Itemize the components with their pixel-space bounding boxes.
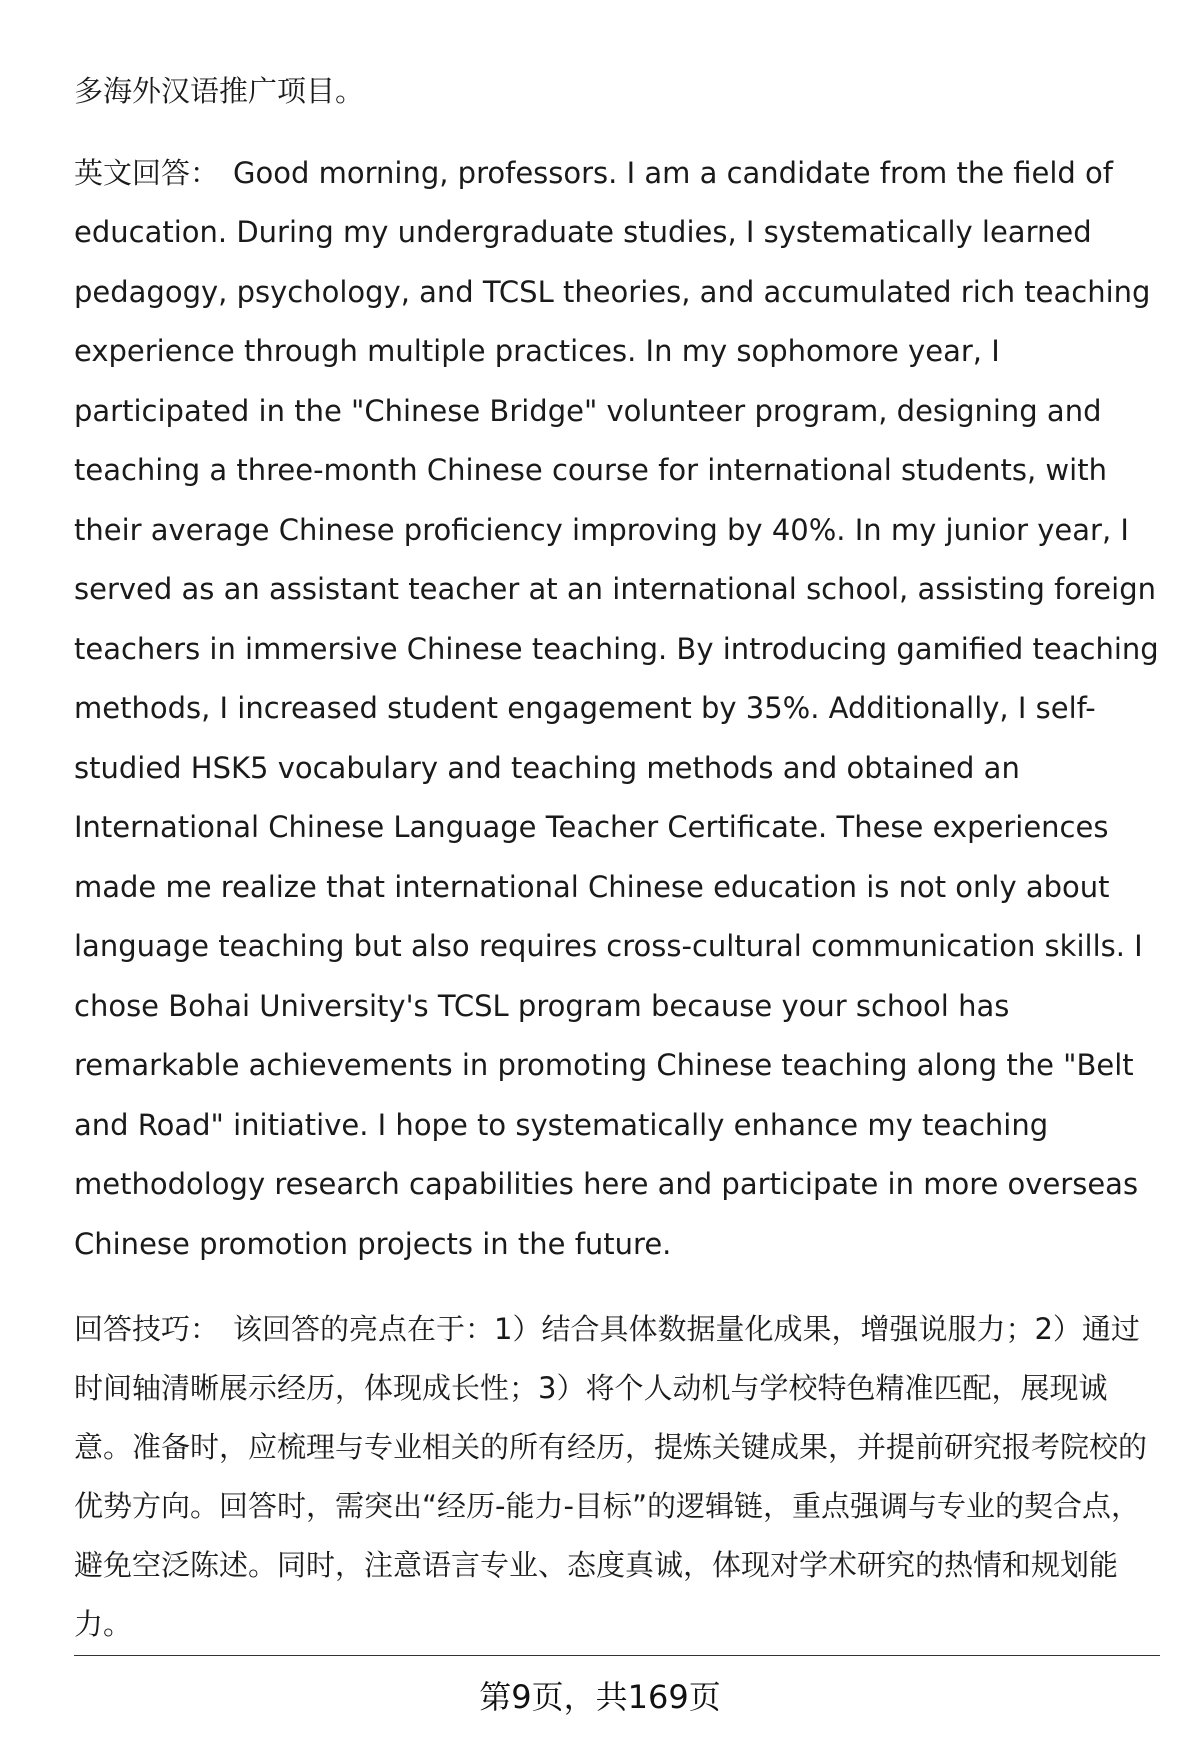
continued-paragraph: 多海外汉语推广项目。 [74, 74, 365, 108]
answer-tips-label: 回答技巧： [74, 1312, 220, 1346]
english-answer-paragraph [74, 144, 1160, 1275]
answer-tips-paragraph [74, 1300, 1160, 1654]
page-number: 第9页，共169页 [479, 1678, 721, 1716]
answer-tips-text: 该回答的亮点在于：1）结合具体数据量化成果，增强说服力；2）通过时间轴清晰展示经历，体现成长性；3）将个人动机与学校特色精准匹配，展现诚意。准备时，应梳理与专业相关的所有经历，提炼关键成果，并提前研究报考院校的优势方向。回答时，需突出“经历-能力-目标”的逻辑链，重点强调与专业的契合点，避免空泛陈述。同时，注意语言专业、态度真诚，体现对学术研究的热情和规划能力。 [74, 1312, 1148, 1641]
english-answer-label: 英文回答： [74, 155, 220, 190]
document-body [74, 62, 1160, 1654]
footer-divider [74, 1655, 1160, 1656]
english-answer-text: Good morning, professors. I am a candidate from the field of education. During my undergraduate studies, I systematically learned pedagogy, psychology, and TCSL theories, and accumulated rich teaching experience through multiple practices. In my sophomore year, I participated in the "Chinese Bridge" volunteer program, designing and teaching a three-month Chinese course for international students, with their average Chinese proficiency improving by 40%. In my junior year, I served as an assistant teacher at an international school, assisting foreign teachers in immersive Chinese teaching. By introducing gamified teaching methods, I increased student engagement by 35%. Additionally, I self-studied HSK5 vocabulary and teaching methods and obtained an International Chinese Language Teacher Certificate. These experiences made me realize that international Chinese education is not only about language teaching but also requires cross-cultural communication skills. I chose Bohai University's TCSL program because your school has remarkable achievements in promoting Chinese teaching along the "Belt and Road" initiative. I hope to systematically enhance my teaching methodology research capabilities here and participate in more overseas Chinese promotion projects in the future. [74, 155, 1159, 1261]
